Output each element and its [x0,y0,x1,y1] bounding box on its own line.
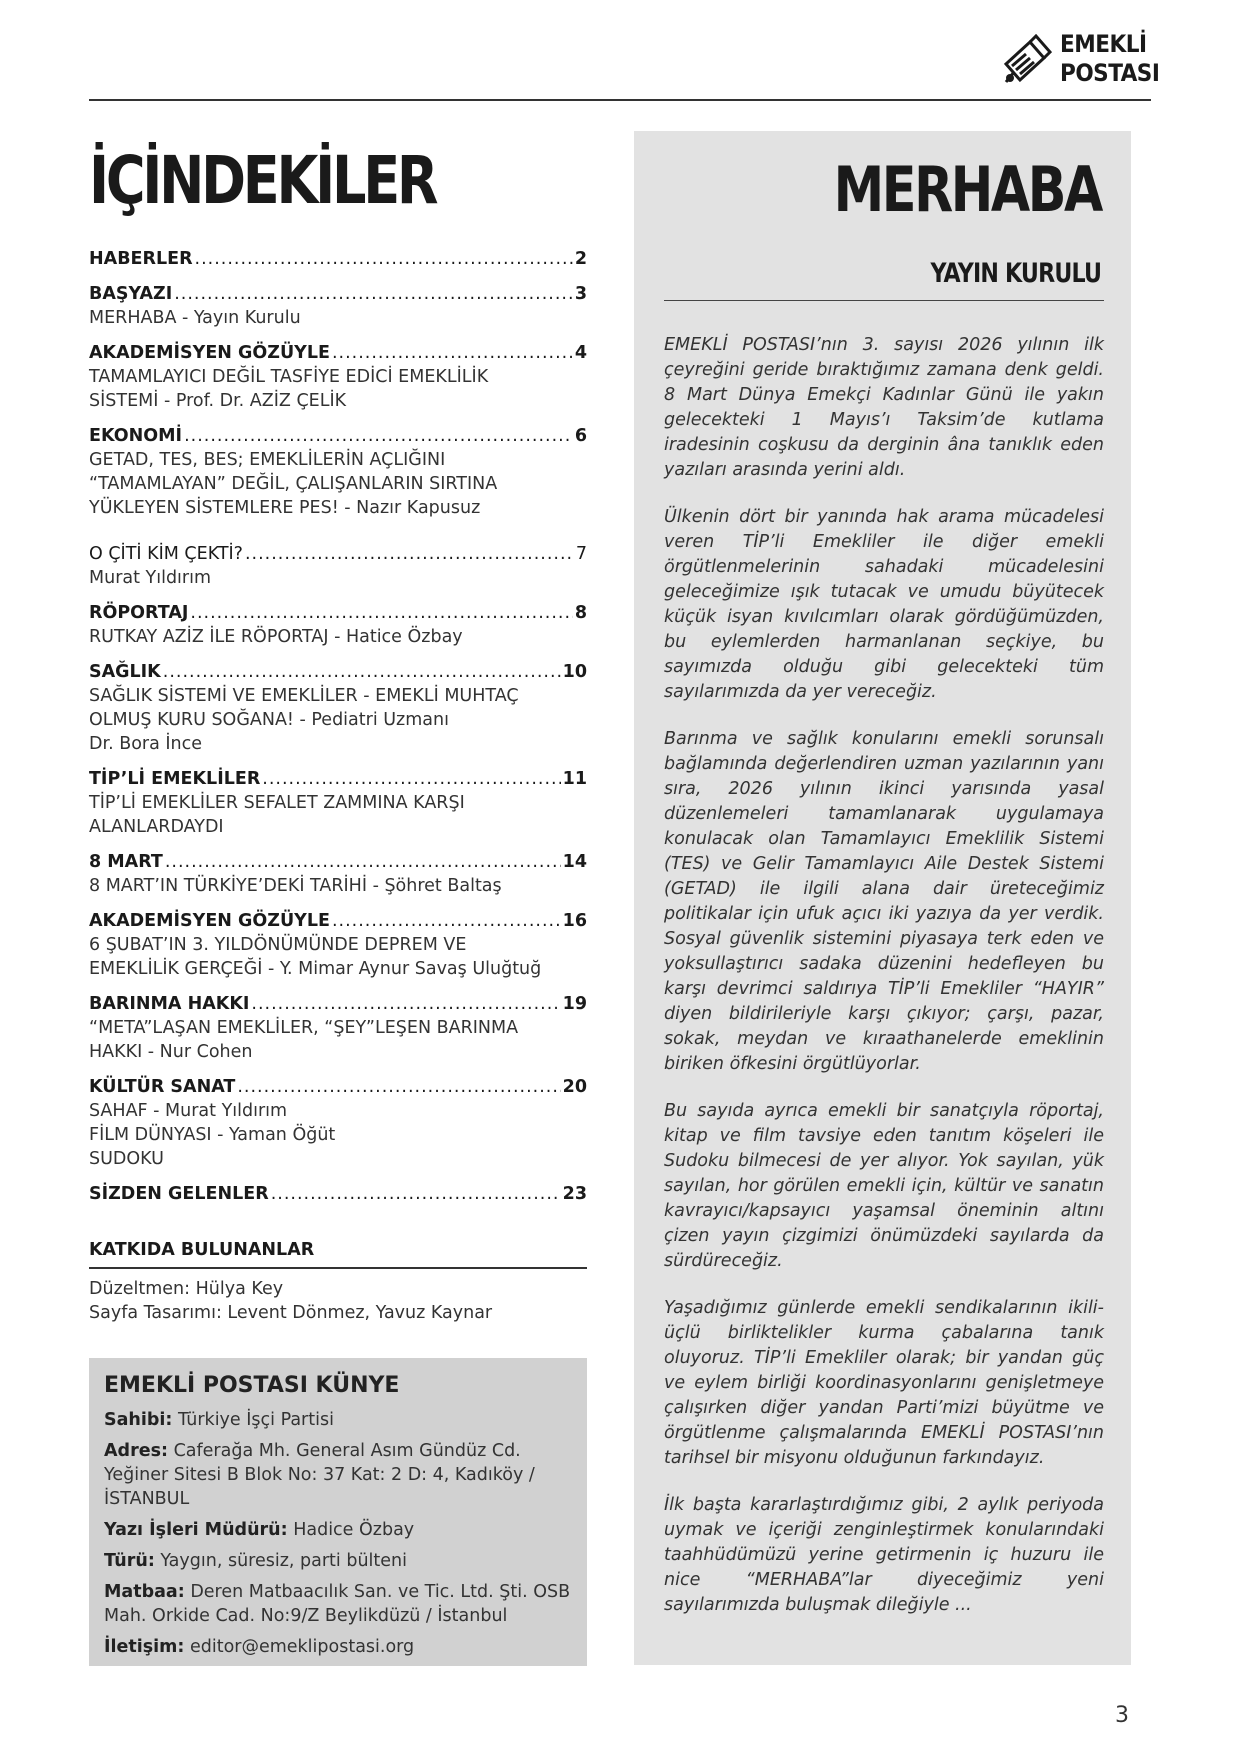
toc-entry-description: SAĞLIK SİSTEMİ VE EMEKLİLER - EMEKLİ MUHTAÇ [89,686,519,706]
toc-entry-heading [89,247,587,271]
toc-entry-description: SİSTEMİ - Prof. Dr. AZİZ ÇELİK [89,391,347,411]
contributors-divider [89,1267,587,1269]
masthead-label: Türü: [104,1551,155,1571]
toc-leader-dots [245,542,574,566]
toc-page-number: 7 [575,544,587,564]
editorial-divider [664,300,1104,301]
toc-entry-description: OLMUŞ KURU SOĞANA! - Pediatri Uzmanı [89,710,449,730]
toc-page-number: 8 [574,603,587,623]
toc-section-name: BARINMA HAKKI [89,994,250,1014]
toc-entry [89,1075,587,1171]
toc-page-number: 20 [562,1077,587,1097]
masthead-value: Türkiye İşçi Partisi [177,1410,334,1430]
masthead-label: Sahibi: [104,1410,173,1430]
toc-entry [89,909,587,981]
toc-section-name: 8 MART [89,852,163,872]
editorial-body [664,333,1104,1640]
masthead-row [104,1518,572,1542]
toc-leader-dots [251,992,560,1016]
toc-entry [89,341,587,413]
toc-entry-description: FİLM DÜNYASI - Yaman Öğüt [89,1125,336,1145]
toc-entry-heading [89,601,587,625]
toc-section-name: TİP’Lİ EMEKLİLER [89,769,261,789]
masthead-label: Adres: [104,1441,168,1461]
masthead-label: İletişim: [104,1637,185,1657]
masthead-box [89,1358,587,1666]
toc-leader-dots [165,850,561,874]
masthead-title: EMEKLİ POSTASI KÜNYE [104,1373,400,1398]
masthead-row [104,1408,572,1432]
toc-entry-description: TİP’Lİ EMEKLİLER SEFALET ZAMMINA KARŞI [89,793,465,813]
toc-leader-dots [184,424,573,448]
toc-page-number: 6 [574,426,587,446]
editorial-paragraph: Bu sayıda ayrıca emekli bir sanatçıyla röportaj, kitap ve film tavsiye eden tanıtım köşeleri ile Sudoku bilmecesi de yer alıyor. Yok sayılan, yük sayılan, hor görülen emekli için, kültür ve sanatın kavrayıcı/kapsayıcı yaşamsal öneminin altını çizen yayın çizgimizi önümüzdeki sayılarda da sürdüreceğiz. [664,1101,1104,1271]
masthead-value: editor@emeklipostasi.org [189,1637,415,1657]
toc-leader-dots [237,1075,560,1099]
toc-page-number: 19 [562,994,587,1014]
toc-entry [89,601,587,649]
megaphone-fist-icon [1000,34,1056,88]
toc-entry [89,247,587,271]
toc-entry [89,660,587,756]
logo [1000,30,1160,92]
masthead-value: Yaygın, süresiz, parti bülteni [160,1551,407,1571]
masthead-value: Deren Matbaacılık San. ve Tic. Ltd. Şti. OSB Mah. Orkide Cad. No:9/Z Beylikdüzü / İstanbul [104,1582,571,1626]
toc-page-number: 23 [562,1184,587,1204]
editorial-paragraph: Yaşadığımız günlerde emekli sendikalarının ikili-üçlü birliktelikler kurma çabalarına tanık oluyoruz. TİP’li Emekliler olarak; bir yandan güç ve eylem birliği koordinasyonlarını genişletmeye çalışırken diğer yandan Parti’mizi büyütme ve örgütlenme çalışmalarında EMEKLİ POSTASI’nın tarihsel bir misyonu olduğunun farkındayız. [664,1298,1104,1468]
toc-entry-heading [89,992,587,1016]
toc-entry-heading [89,542,587,566]
header-divider [89,99,1151,101]
toc-entry [89,992,587,1064]
masthead-row [104,1439,572,1511]
toc-section-name: HABERLER [89,249,193,269]
toc-page-number: 2 [574,249,587,269]
toc-leader-dots [163,660,561,684]
toc-leader-dots [190,601,572,625]
toc-entry [89,282,587,330]
toc-leader-dots [271,1182,561,1206]
masthead-label: Yazı İşleri Müdürü: [104,1520,288,1540]
toc-leader-dots [195,247,573,271]
toc-entry-heading [89,767,587,791]
toc-entry-heading [89,1075,587,1099]
toc-entry [89,1182,587,1206]
editorial-title: MERHABA [833,153,1101,226]
masthead-row [104,1635,572,1659]
toc-entry-description: GETAD, TES, BES; EMEKLİLERİN AÇLIĞINI [89,450,446,470]
toc-page-number: 11 [562,769,587,789]
editorial-author: YAYIN KURULU [930,258,1101,289]
toc-entry-description: HAKKI - Nur Cohen [89,1042,253,1062]
toc-section-name: AKADEMİSYEN GÖZÜYLE [89,343,330,363]
toc-entry-description: YÜKLEYEN SİSTEMLERE PES! - Nazır Kapusuz [89,498,481,518]
editorial-paragraph: İlk başta kararlaştırdığımız gibi, 2 aylık periyoda uymak ve içeriği zenginleştirmek konularındaki taahhüdümüzü yerine getirmenin iç huzuru ile nice “MERHABA”lar diyeceğimiz yeni sayılarımızda buluşmak dileğiyle ... [664,1495,1104,1615]
toc-entry-heading [89,909,587,933]
editorial-paragraph: Ülkenin dört bir yanında hak arama mücadelesi veren TİP’li Emekliler ile diğer emekli örgütlenmelerinin sahadaki mücadelesini geleceğimize ışık tutacak ve umudu büyütecek küçük isyan kıvılcımları olarak gördüğümüzden, bu eylemlerden harmanlanan seçkiye, bu sayımızda olduğu gibi gelecekteki tüm sayılarımızda da yer vereceğiz. [664,507,1104,702]
toc-page-number: 14 [562,852,587,872]
toc-entry-description: EMEKLİLİK GERÇEĞİ - Y. Mimar Aynur Savaş Uluğtuğ [89,959,542,979]
logo-text-line1: EMEKLİ [1060,30,1147,58]
contributors-title: KATKIDA BULUNANLAR [89,1240,315,1260]
logo-text-line2: POSTASI [1060,59,1160,87]
toc-entry-description: ALANLARDAYDI [89,817,224,837]
toc-entry-description: “META”LAŞAN EMEKLİLER, “ŞEY”LEŞEN BARINMA [89,1018,519,1038]
toc-section-name: SİZDEN GELENLER [89,1184,269,1204]
toc-entry-description: “TAMAMLAYAN” DEĞİL, ÇALIŞANLARIN SIRTINA [89,474,498,494]
masthead-label: Matbaa: [104,1582,185,1602]
toc-entry-description: 6 ŞUBAT’IN 3. YILDÖNÜMÜNDE DEPREM VE [89,935,467,955]
contributor-line: Düzeltmen: Hülya Key [89,1279,284,1299]
toc-entry [89,542,587,590]
toc-entry [89,424,587,520]
contributor-line: Sayfa Tasarımı: Levent Dönmez, Yavuz Kaynar [89,1303,493,1323]
editorial-paragraph: Barınma ve sağlık konularını emekli sorunsalı bağlamında değerlendiren uzman yazılarının yanı sıra, 2026 yılının ikinci yarısında yasal düzenlemeleri tamamlanarak uygulamaya konulacak olan Tamamlayıcı Emeklilik Sistemi (TES) ve Gelir Tamamlayıcı Aile Destek Sistemi (GETAD) ile ilgili alana dair üreteceğimiz politikalar için ufuk açıcı iki yazıya da yer verdik. Sosyal güvenlik sistemini piyasaya terk eden ve yoksullaştırıcı sadaka düzenini hedefleyen bu karşı devrimci saldırıya TİP’li Emekliler “HAYIR” diyen bildirileriyle karşı çıkıyor; çarşı, pazar, sokak, meydan ve kıraathanelerde emeklinin biriken öfkesini örgütlüyorlar. [664,729,1104,1074]
toc-leader-dots [262,767,560,791]
editorial-paragraph: EMEKLİ POSTASI’nın 3. sayısı 2026 yılının ilk çeyreğini geride bıraktığımız zamana denk geldi. 8 Mart Dünya Emekçi Kadınlar Günü ile yakın gelecekteki 1 Mayıs’ı Taksim’de kutlama iradesinin coşkusu da derginin âna tanıklık eden yazıları arasında yerini aldı. [664,335,1104,480]
toc-entry-description: Dr. Bora İnce [89,734,203,754]
page-number: 3 [1115,1703,1129,1728]
toc-section-name: SAĞLIK [89,662,161,682]
contributors-list [89,1277,587,1325]
toc-section-name: AKADEMİSYEN GÖZÜYLE [89,911,330,931]
toc-section-name: RÖPORTAJ [89,603,189,623]
toc-entry-description: TAMAMLAYICI DEĞİL TASFİYE EDİCİ EMEKLİLİK [89,367,489,387]
toc-entry [89,850,587,898]
toc-section-name: EKONOMİ [89,426,183,446]
toc-section-name: O ÇİTİ KİM ÇEKTİ? [89,544,243,564]
masthead-value: Hadice Özbay [293,1520,415,1540]
masthead-row [104,1549,572,1573]
toc-entry-heading [89,424,587,448]
toc-entry-description: SUDOKU [89,1149,164,1169]
toc-section-name: BAŞYAZI [89,284,173,304]
toc-entry-description: Murat Yıldırım [89,568,212,588]
toc-entry-description: SAHAF - Murat Yıldırım [89,1101,288,1121]
toc-page-number: 16 [562,911,587,931]
table-of-contents [89,247,587,1217]
toc-entry-heading [89,850,587,874]
toc-leader-dots [174,282,573,306]
toc-entry-heading [89,1182,587,1206]
toc-entry-heading [89,341,587,365]
toc-section-name: KÜLTÜR SANAT [89,1077,236,1097]
editorial-box [634,131,1131,1665]
toc-entry-heading [89,282,587,306]
masthead-row [104,1580,572,1628]
toc-title: İÇİNDEKİLER [89,142,436,219]
toc-entry-heading [89,660,587,684]
toc-leader-dots [332,909,561,933]
toc-page-number: 4 [574,343,587,363]
toc-page-number: 10 [562,662,587,682]
toc-entry [89,767,587,839]
masthead-rows [104,1408,572,1659]
toc-entry-description: MERHABA - Yayın Kurulu [89,308,301,328]
toc-entry-description: 8 MART’IN TÜRKİYE’DEKİ TARİHİ - Şöhret Baltaş [89,876,502,896]
toc-page-number: 3 [574,284,587,304]
toc-entry-description: RUTKAY AZİZ İLE RÖPORTAJ - Hatice Özbay [89,627,463,647]
toc-leader-dots [332,341,573,365]
masthead-value: Caferağa Mh. General Asım Gündüz Cd. Yeğiner Sitesi B Blok No: 37 Kat: 2 D: 4, Kadıköy / İSTANBUL [104,1441,535,1509]
